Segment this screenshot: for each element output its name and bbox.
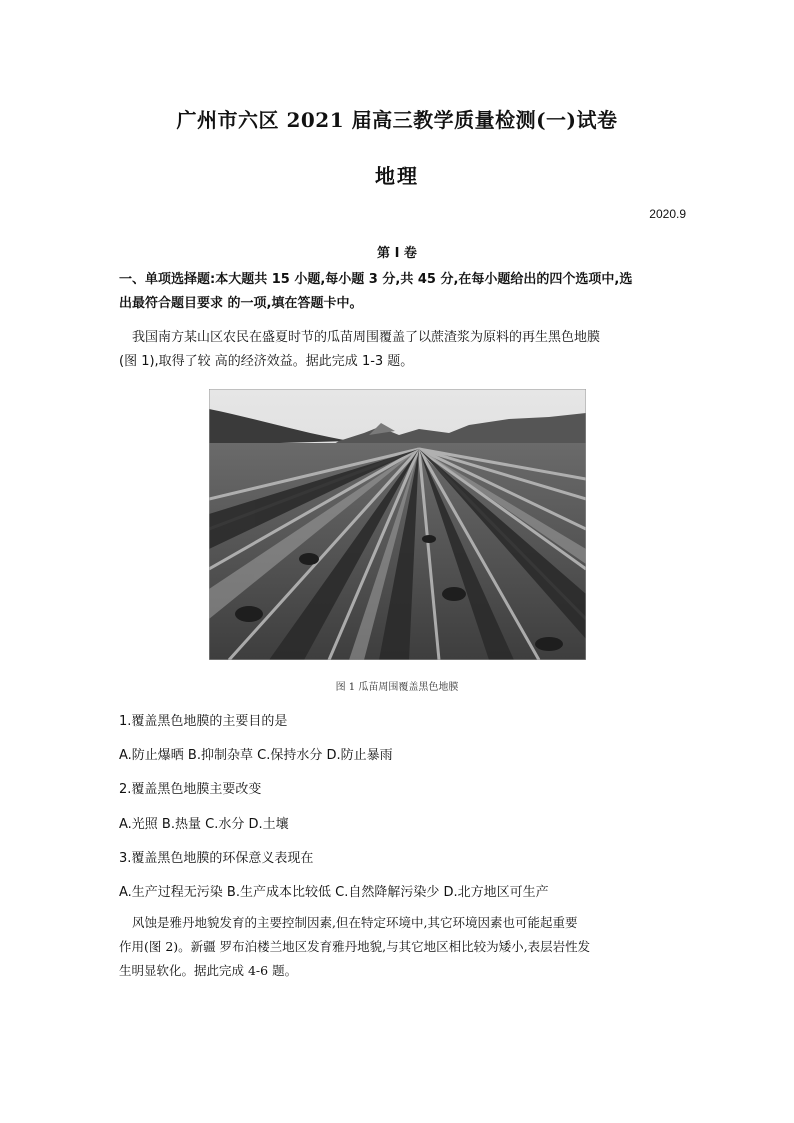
exam-date: 2020.9 <box>649 207 686 221</box>
section-heading-line-2: 出最符合题目要求 的一项,填在答题卡中。 <box>119 296 363 311</box>
part-heading: 第 I 卷 <box>377 246 417 261</box>
figure-1-photo <box>209 389 586 660</box>
section2-line-3: 生明显软化。据此完成 4-6 题。 <box>119 963 298 978</box>
section-heading-line-1: 一、单项选择题:本大题共 15 小题,每小题 3 分,共 45 分,在每小题给出的四个选项中,选 <box>119 272 633 287</box>
subject-title: 地理 <box>375 164 419 188</box>
intro-line-1: 我国南方某山区农民在盛夏时节的瓜苗周围覆盖了以蔗渣浆为原料的再生黑色地膜 <box>132 330 601 345</box>
section2-line-2: 作用(图 2)。新疆 罗布泊楼兰地区发育雅丹地貌,与其它地区相比较为矮小,表层岩性发 <box>119 939 591 954</box>
exam-title: 广州市六区 2021 届高三教学质量检测(一)试卷 <box>176 108 618 132</box>
question-2-options: A.光照 B.热量 C.水分 D.土壤 <box>119 817 289 832</box>
section2-line-1: 风蚀是雅丹地貌发育的主要控制因素,但在特定环境中,其它环境因素也可能起重要 <box>132 915 578 930</box>
question-3-options: A.生产过程无污染 B.生产成本比较低 C.自然降解污染少 D.北方地区可生产 <box>119 885 549 900</box>
question-1-options: A.防止爆晒 B.抑制杂草 C.保持水分 D.防止暴雨 <box>119 748 393 763</box>
intro-line-2: (图 1),取得了较 高的经济效益。据此完成 1-3 题。 <box>119 354 414 369</box>
question-3-stem: 3.覆盖黑色地膜的环保意义表现在 <box>119 851 314 866</box>
figure-1-caption: 图 1 瓜苗周围覆盖黑色地膜 <box>335 682 459 693</box>
question-1-stem: 1.覆盖黑色地膜的主要目的是 <box>119 714 288 729</box>
question-2-stem: 2.覆盖黑色地膜主要改变 <box>119 782 262 797</box>
